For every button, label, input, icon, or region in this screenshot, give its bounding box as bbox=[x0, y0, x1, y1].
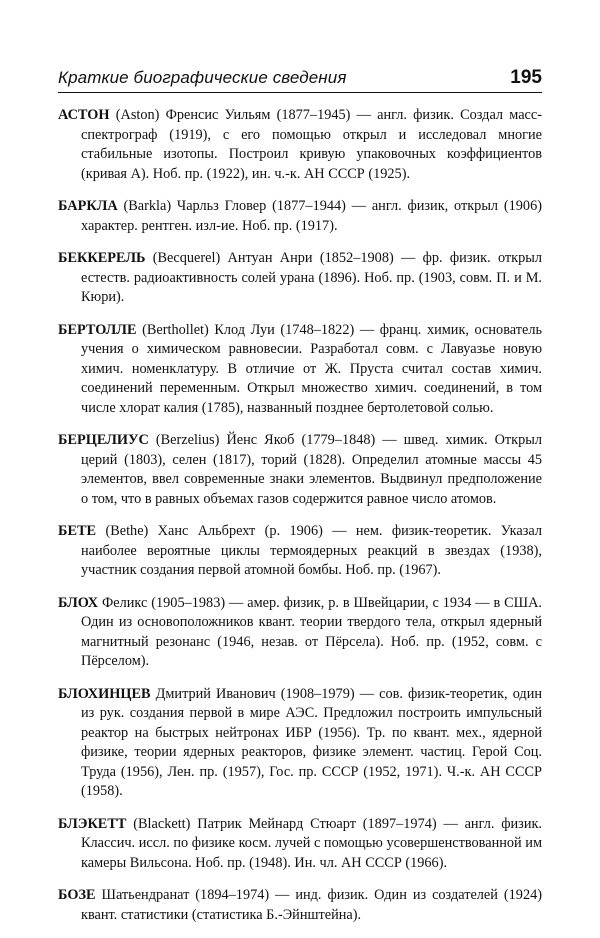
running-title: Краткие биографические сведения bbox=[58, 68, 347, 87]
entry-blokhintsev bbox=[58, 685, 542, 802]
entry-barkla bbox=[58, 197, 542, 236]
entry-text: (Berzelius) Йенс Якоб (1779–1848) — швед. химик. Открыл церий (1803), селен (1817), торий (1828). Определил атомные массы 45 элементов, ввел современные знаки элементов. Выдвинул предположение о том, что в равных объемах газов содержится равное число атомов. bbox=[81, 432, 542, 507]
entry-aston bbox=[58, 106, 542, 184]
entry-berthollet bbox=[58, 321, 542, 419]
entry-surname: АСТОН bbox=[58, 107, 110, 123]
entry-text: (Blackett) Патрик Мейнард Стюарт (1897–1974) — англ. физик. Классич. иссл. по физике косм. лучей с помощью усовершенствованной им камеры Вильсона. Ноб. пр. (1948). Ин. чл. АН СССР (1966). bbox=[81, 815, 542, 871]
entry-bose bbox=[58, 886, 542, 925]
entry-bloch bbox=[58, 594, 542, 672]
entry-surname: БЕТЕ bbox=[58, 523, 97, 539]
page-header bbox=[58, 62, 542, 93]
entry-text: Феликс (1905–1983) — амер. физик, р. в Швейцарии, с 1934 — в США. Один из основоположников квант. теории твердого тела, открыл ядерный магнитный резонанс (1946, незав. от Пёрсела). Ноб. пр. (1952, совм. с Пёрселом). bbox=[81, 594, 542, 669]
page-number: 195 bbox=[510, 67, 542, 88]
entry-text: (Becquerel) Антуан Анри (1852–1908) — фр. физик. открыл естеств. радиоактивность солей урана (1896). Ноб. пр. (1903, совм. П. и М. Кюри). bbox=[81, 250, 542, 305]
entry-text: (Barkla) Чарльз Гловер (1877–1944) — англ. физик, открыл (1906) характер. рентген. изл-ие. Ноб. пр. (1917). bbox=[81, 198, 542, 234]
entry-blackett bbox=[58, 815, 542, 874]
entry-surname: БЕРЦЕЛИУС bbox=[58, 432, 149, 448]
entry-berzelius bbox=[58, 431, 542, 509]
entry-surname: БАРКЛА bbox=[58, 198, 118, 214]
entry-surname: БЛОХИНЦЕВ bbox=[58, 685, 151, 702]
entry-text: (Bethe) Ханс Альбрехт (р. 1906) — нем. физик-теоретик. Указал наиболее вероятные циклы термоядерных реакций в звездах (1938), участник создания первой атомной бомбы. Ноб. пр. (1967). bbox=[81, 523, 542, 578]
entry-surname: БЕККЕРЕЛЬ bbox=[58, 250, 146, 266]
entry-becquerel bbox=[58, 249, 542, 308]
entry-bethe bbox=[58, 522, 542, 581]
entry-surname: БОЗЕ bbox=[58, 887, 96, 903]
entry-text: (Aston) Френсис Уильям (1877–1945) — англ. физик. Создал масс-спектрограф (1919), с его помощью открыл и исследовал многие стабильные изотопы. Построил кривую упаковочных коэффициентов (кривая А). Ноб. пр. (1922), ин. ч.-к. АН СССР (1925). bbox=[81, 107, 542, 182]
entry-text: Шатьендранат (1894–1974) — инд. физик. Один из создателей (1924) квант. статистики (статистика Б.-Эйнштейна). bbox=[81, 887, 542, 923]
entry-text: (Berthollet) Клод Луи (1748–1822) — франц. химик, основатель учения о химическом равновесии. Разработал совм. с Лавуазье новую химич. номенклатуру. В отличие от Ж. Пруста считал состав химич. соединений переменным. Открыл множество химич. соединений, в том числе хлорат калия (1785), названный позднее бертолетовой солью. bbox=[81, 321, 542, 416]
biography-list bbox=[58, 106, 542, 938]
entry-text: Дмитрий Иванович (1908–1979) — сов. физик-теоретик, один из рук. создания первой в мире АЭС. Предложил построить импульсный реактор на быстрых нейтронах ИБР (1956). Тр. по квант. мех., ядерной физике, теории ядерных реакторов, физике элемент. частиц. Герой Соц. Труда (1956), Лен. пр. (1957), Гос. пр. СССР (1952, 1971). Ч.-к. АН СССР (1958). bbox=[81, 685, 543, 799]
entry-surname: БЕРТОЛЛЕ bbox=[58, 321, 137, 338]
entry-surname: БЛЭКЕТТ bbox=[58, 815, 127, 832]
entry-surname: БЛОХ bbox=[58, 594, 99, 611]
